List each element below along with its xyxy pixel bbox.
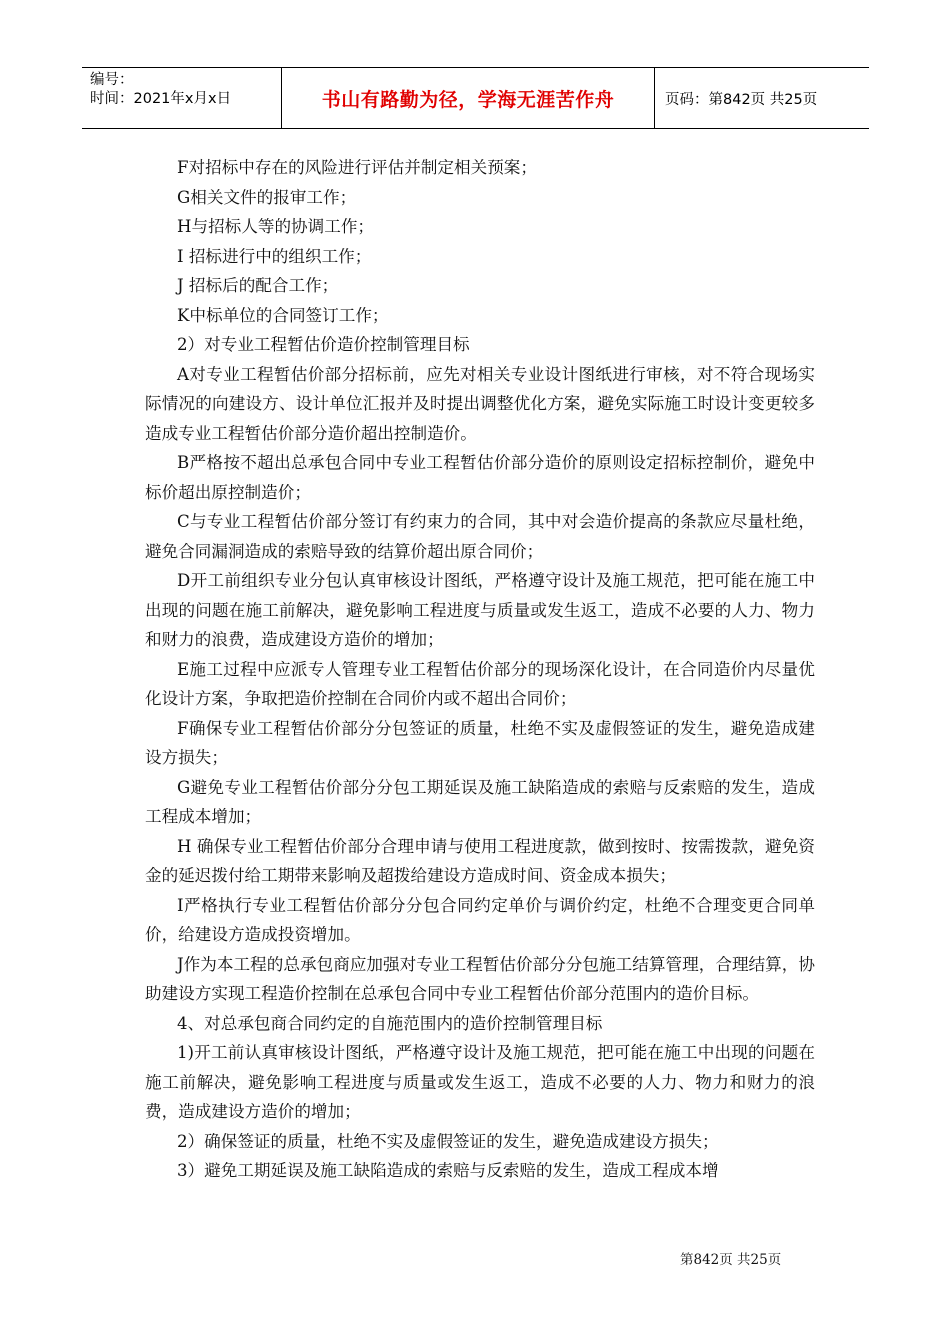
paragraph: H与招标人等的协调工作； [177, 217, 375, 236]
paragraph: D开工前组织专业分包认真审核设计图纸，严格遵守设计及施工规范，把可能在施工中出现的问题在施工前解决，避免影响工程进度与质量或发生返工，造成不必要的人力、物力和财力的浪费，造成建设方造价的增加； [145, 571, 815, 649]
header-page-code: 页码：第842页 共25页 [665, 91, 818, 108]
paragraph: I严格执行专业工程暂估价部分分包合同约定单价与调价约定，杜绝不合理变更合同单价，给建设方造成投资增加。 [145, 895, 815, 944]
paragraph: J作为本工程的总承包商应加强对专业工程暂估价部分分包施工结算管理，合理结算，协助建设方实现工程造价控制在总承包合同中专业工程暂估价部分范围内的造价目标。 [145, 954, 815, 1003]
paragraph: G避免专业工程暂估价部分分包工期延误及施工缺陷造成的索赔与反索赔的发生，造成工程成本增加； [145, 777, 815, 826]
paragraph: I 招标进行中的组织工作； [177, 246, 372, 266]
paragraph: C与专业工程暂估价部分签订有约束力的合同，其中对会造价提高的条款应尽量杜绝，避免合同漏洞造成的索赔导致的结算价超出原合同价； [145, 512, 815, 561]
doc-number-label: 编号： [90, 72, 134, 88]
section-heading: 4、对总承包商合同约定的自施范围内的造价控制管理目标 [177, 1013, 603, 1033]
date-label: 时间：2021年x月x日 [90, 91, 232, 107]
page-header [82, 67, 869, 129]
page-footer: 第842页 共25页 [680, 1252, 782, 1268]
paragraph: A对专业工程暂估价部分招标前，应先对相关专业设计图纸进行审核，对不符合现场实际情况的向建设方、设计单位汇报并及时提出调整优化方案，避免实际施工时设计变更较多造成专业工程暂估价部分造价超出控制造价。 [145, 364, 815, 443]
paragraph: K中标单位的合同签订工作； [177, 305, 389, 325]
paragraph: E施工过程中应派专人管理专业工程暂估价部分的现场深化设计，在合同造价内尽量优化设计方案，争取把造价控制在合同价内或不超出合同价； [145, 659, 815, 708]
paragraph: H 确保专业工程暂估价部分合理申请与使用工程进度款，做到按时、按需拨款，避免资金的延迟拨付给工期带来影响及超拨给建设方造成时间、资金成本损失； [145, 836, 815, 885]
header-meta [82, 68, 282, 128]
paragraph: G相关文件的报审工作； [177, 187, 357, 207]
document-body [145, 153, 815, 1186]
header-motto: 书山有路勤为径，学海无涯苦作舟 [282, 68, 655, 128]
section-heading: 2）对专业工程暂估价造价控制管理目标 [177, 335, 470, 354]
paragraph: J 招标后的配合工作； [177, 276, 339, 295]
paragraph: 3）避免工期延误及施工缺陷造成的索赔与反索赔的发生，造成工程成本增 [177, 1161, 719, 1180]
paragraph: F确保专业工程暂估价部分分包签证的质量，杜绝不实及虚假签证的发生，避免造成建设方损失； [145, 718, 815, 767]
paragraph: 2）确保签证的质量，杜绝不实及虚假签证的发生，避免造成建设方损失； [177, 1131, 719, 1151]
paragraph: 1)开工前认真审核设计图纸，严格遵守设计及施工规范，把可能在施工中出现的问题在施工前解决，避免影响工程进度与质量或发生返工，造成不必要的人力、物力和财力的浪费，造成建设方造价的增加； [145, 1043, 815, 1121]
paragraph: F对招标中存在的风险进行评估并制定相关预案； [177, 158, 537, 177]
paragraph: B严格按不超出总承包合同中专业工程暂估价部分造价的原则设定招标控制价，避免中标价超出原控制造价； [145, 453, 815, 502]
